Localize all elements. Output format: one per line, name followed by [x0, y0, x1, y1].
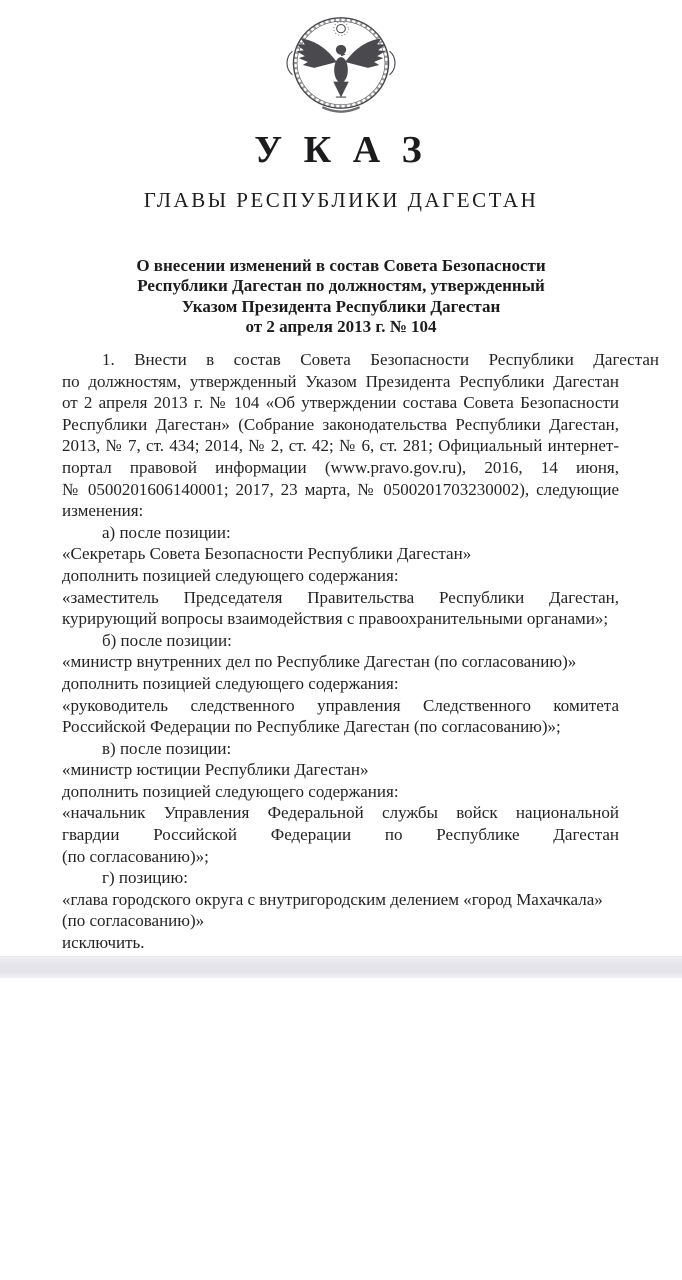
decree-title: У К А З	[254, 129, 428, 171]
decree-subject-heading	[0, 256, 682, 337]
body-line: в) после позиции:	[102, 738, 232, 758]
body-line: Российской Федерации по Республике Дагестан (по согласованию)»;	[62, 717, 561, 737]
body-line: портал правовой информации (www.pravo.gov.ru), 2016, 14 июня,	[62, 457, 619, 477]
body-line: дополнить позицией следующего содержания:	[62, 781, 399, 801]
body-line: «Секретарь Совета Безопасности Республики Дагестан»	[62, 544, 472, 564]
body-line: Республики Дагестан» (Собрание законодательства Республики Дагестан,	[62, 414, 619, 434]
body-line: от 2 апреля 2013 г. № 104 «Об утверждении состава Совета Безопасности	[62, 393, 619, 413]
body-line: гвардии Российской Федерации по Республике Дагестан	[62, 825, 619, 845]
body-line: дополнить позицией следующего содержания:	[62, 565, 399, 585]
decree-body-text	[62, 349, 659, 954]
body-line: «начальник Управления Федеральной службы войск национальной	[62, 803, 619, 823]
body-line: «заместитель Председателя Правительства Республики Дагестан,	[62, 587, 619, 607]
heading-line: Республики Дагестан по должностям, утвержденный	[137, 276, 545, 296]
body-line: (по согласованию)»;	[62, 846, 209, 866]
decree-page-2	[0, 978, 682, 1280]
body-line: 2013, № 7, ст. 434; 2014, № 2, ст. 42; № 6, ст. 281; Официальный интернет-	[62, 436, 619, 456]
heading-line: О внесении изменений в состав Совета Безопасности	[136, 256, 546, 275]
body-line: дополнить позицией следующего содержания:	[62, 673, 399, 693]
body-line: «глава городского округа с внутригородским делением «город Махачкала»	[62, 889, 603, 909]
body-line: а) после позиции:	[102, 522, 231, 542]
heading-line: Указом Президента Республики Дагестан	[181, 296, 501, 316]
body-line: по должностям, утвержденный Указом Президента Республики Дагестан	[62, 371, 619, 391]
body-line: «руководитель следственного управления Следственного комитета	[62, 695, 619, 715]
page-gap	[0, 956, 682, 979]
body-line: исключить.	[62, 933, 145, 953]
body-line: г) позицию:	[102, 868, 188, 888]
body-line: (по согласованию)»	[62, 911, 205, 931]
dagestan-coat-of-arms-icon	[279, 8, 403, 120]
body-line: 1. Внести в состав Совета Безопасности Республики Дагестан	[102, 350, 659, 369]
body-line: изменения:	[62, 501, 144, 521]
body-line: курирующий вопросы взаимодействия с правоохранительными органами»;	[62, 609, 609, 629]
body-line: № 0500201606140001; 2017, 23 марта, № 0500201703230002), следующие	[62, 479, 619, 499]
decree-issuer: ГЛАВЫ РЕСПУБЛИКИ ДАГЕСТАН	[143, 188, 539, 212]
body-line: «министр юстиции Республики Дагестан»	[62, 760, 369, 780]
body-line: «министр внутренних дел по Республике Дагестан (по согласованию)»	[62, 652, 577, 672]
body-line: б) после позиции:	[102, 630, 232, 650]
heading-line: от 2 апреля 2013 г. № 104	[245, 316, 437, 336]
